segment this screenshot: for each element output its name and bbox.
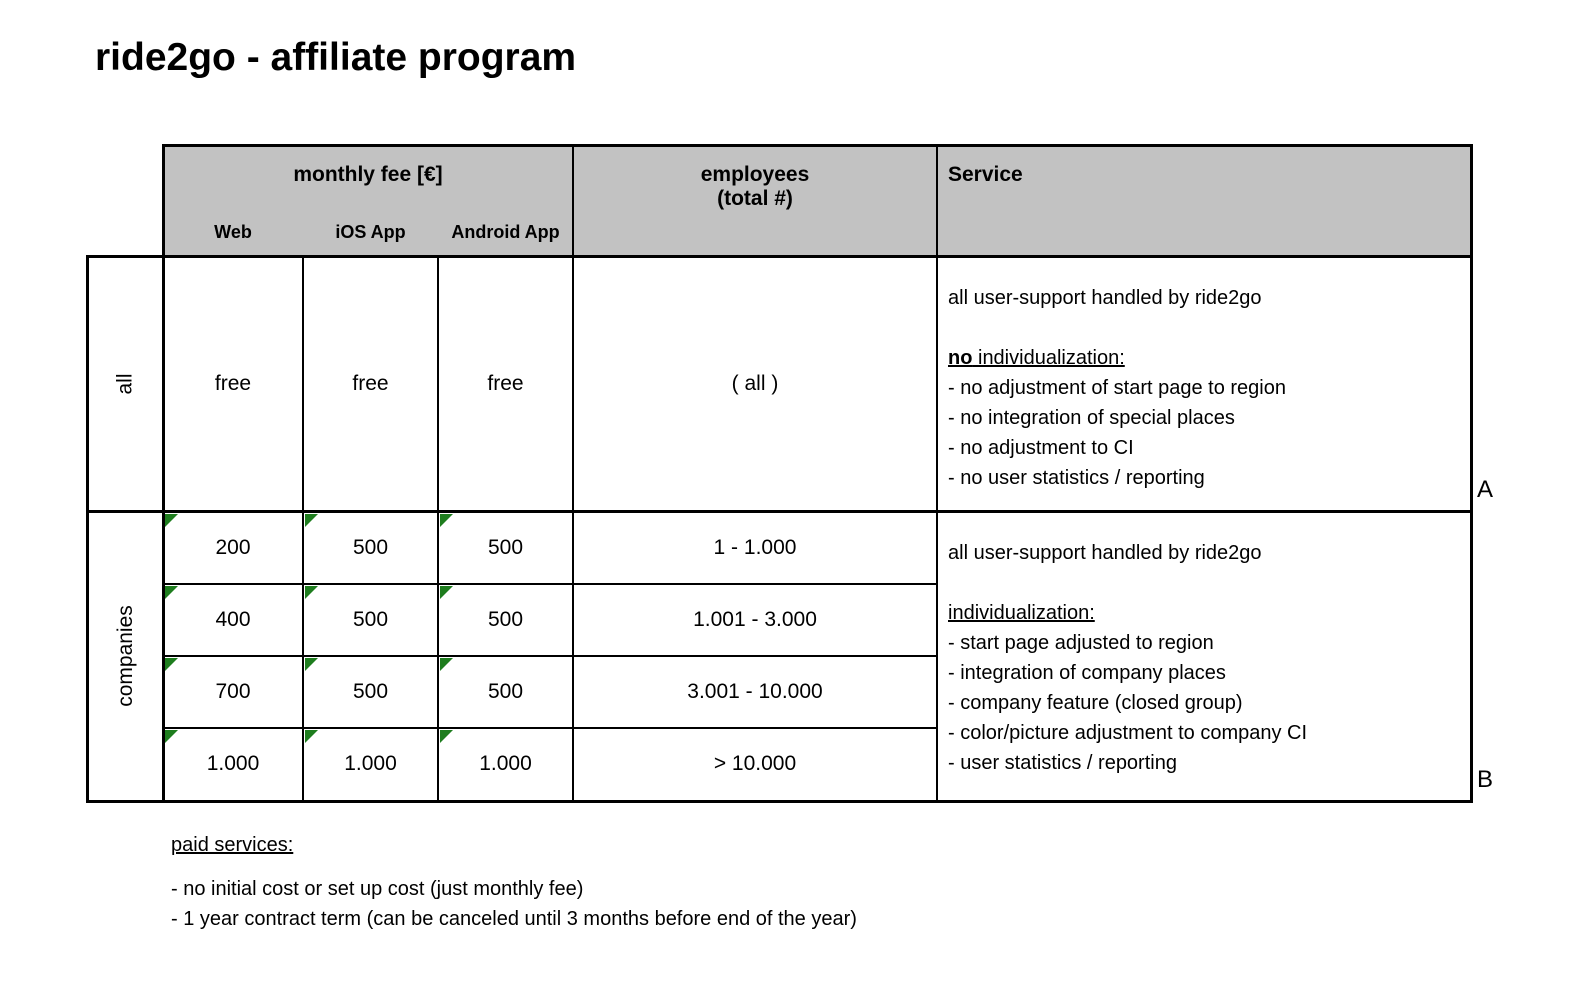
service-cell-companies: [948, 538, 1464, 778]
row-group-label-all: [88, 257, 163, 510]
service-item: - start page adjusted to region: [948, 632, 1214, 654]
comment-marker-icon: [165, 514, 178, 527]
service-item: - no integration of special places: [948, 407, 1235, 429]
cell-companies-r3-ios: [303, 656, 438, 728]
service-heading-bold: no: [948, 347, 973, 369]
cell-companies-r4-employees: > 10.000: [713, 752, 797, 775]
cell-companies-r4-web: [163, 728, 303, 800]
fee-value: 500: [352, 608, 389, 631]
service-intro: all user-support handled by ride2go: [948, 287, 1262, 309]
cell-companies-r3-employees: 3.001 - 10.000: [687, 680, 823, 703]
blank-line: [948, 568, 1464, 598]
cell-companies-r2-web: [163, 584, 303, 656]
header-col-web: Web: [214, 222, 252, 242]
section-marker-b: B: [1477, 766, 1494, 793]
fee-value: 700: [215, 680, 251, 703]
comment-marker-icon: [305, 730, 318, 743]
service-item: - user statistics / reporting: [948, 752, 1177, 774]
cell-all-employees: ( all ): [731, 371, 779, 395]
comment-marker-icon: [165, 730, 178, 743]
cell-companies-r1-web: [163, 512, 303, 584]
comment-marker-icon: [440, 658, 453, 671]
table-border-bottom: [86, 800, 1473, 803]
service-item: - integration of company places: [948, 662, 1226, 684]
cell-companies-r1-ios: [303, 512, 438, 584]
service-cell-all: [948, 283, 1464, 493]
service-heading: individualization:: [948, 602, 1095, 624]
header-monthly-fee: monthly fee [€]: [293, 163, 443, 186]
fee-value: 1.000: [206, 752, 260, 775]
comment-marker-icon: [305, 658, 318, 671]
fee-value: 500: [352, 536, 389, 559]
footer-notes: [171, 834, 857, 934]
header-col-ios: iOS App: [335, 222, 406, 242]
row-group-label-companies: [88, 512, 163, 800]
comment-marker-icon: [440, 730, 453, 743]
cell-companies-r3-android: [438, 656, 573, 728]
cell-all-android-fee: free: [487, 371, 524, 395]
fee-value: 1.000: [479, 752, 532, 775]
fee-value: 500: [487, 680, 524, 703]
header-employees-line2: (total #): [717, 187, 793, 210]
service-item: - no user statistics / reporting: [948, 467, 1205, 489]
blank-line: [948, 313, 1464, 343]
comment-marker-icon: [305, 586, 318, 599]
comment-marker-icon: [305, 514, 318, 527]
comment-marker-icon: [165, 658, 178, 671]
service-heading: [948, 343, 1464, 373]
service-item: - no adjustment to CI: [948, 437, 1134, 459]
fee-value: 1.000: [344, 752, 397, 775]
cell-companies-r2-ios: [303, 584, 438, 656]
footer-item: - 1 year contract term (can be canceled until 3 months before end of the year): [171, 908, 857, 930]
header-service: Service: [948, 163, 1023, 186]
footer-item: - no initial cost or set up cost (just monthly fee): [171, 878, 584, 900]
row-group-label-companies-text: companies: [113, 605, 137, 707]
cell-companies-r2-employees: 1.001 - 3.000: [693, 608, 817, 631]
fee-value: 500: [487, 536, 524, 559]
cell-companies-r1-employees: 1 - 1.000: [713, 536, 797, 559]
fee-value: 200: [215, 536, 251, 559]
comment-marker-icon: [165, 586, 178, 599]
table-border-top: [162, 144, 1473, 147]
fee-value: 400: [215, 608, 251, 631]
cell-all-web-fee: free: [214, 371, 252, 395]
comment-marker-icon: [440, 514, 453, 527]
header-employees-line1: employees: [700, 163, 810, 186]
cell-companies-r4-ios: [303, 728, 438, 800]
table-border-right: [1470, 144, 1473, 803]
cell-all-ios-fee: free: [352, 371, 389, 395]
fee-value: 500: [487, 608, 524, 631]
service-intro: all user-support handled by ride2go: [948, 542, 1262, 564]
comment-marker-icon: [440, 586, 453, 599]
page-title: ride2go - affiliate program: [95, 36, 577, 79]
fee-value: 500: [352, 680, 389, 703]
cell-companies-r2-android: [438, 584, 573, 656]
service-item: - no adjustment of start page to region: [948, 377, 1286, 399]
section-marker-a: A: [1477, 476, 1494, 503]
header-employees: [573, 163, 937, 211]
footer-items: [171, 874, 857, 934]
footer-heading: paid services:: [171, 834, 294, 856]
service-item: - color/picture adjustment to company CI: [948, 722, 1308, 744]
cell-companies-r4-android: [438, 728, 573, 800]
service-item: - company feature (closed group): [948, 692, 1243, 714]
cell-companies-r1-android: [438, 512, 573, 584]
cell-companies-r3-web: [163, 656, 303, 728]
header-col-android: Android App: [451, 222, 560, 242]
row-group-label-all-text: all: [113, 372, 137, 395]
service-heading-rest: individualization:: [972, 347, 1125, 369]
